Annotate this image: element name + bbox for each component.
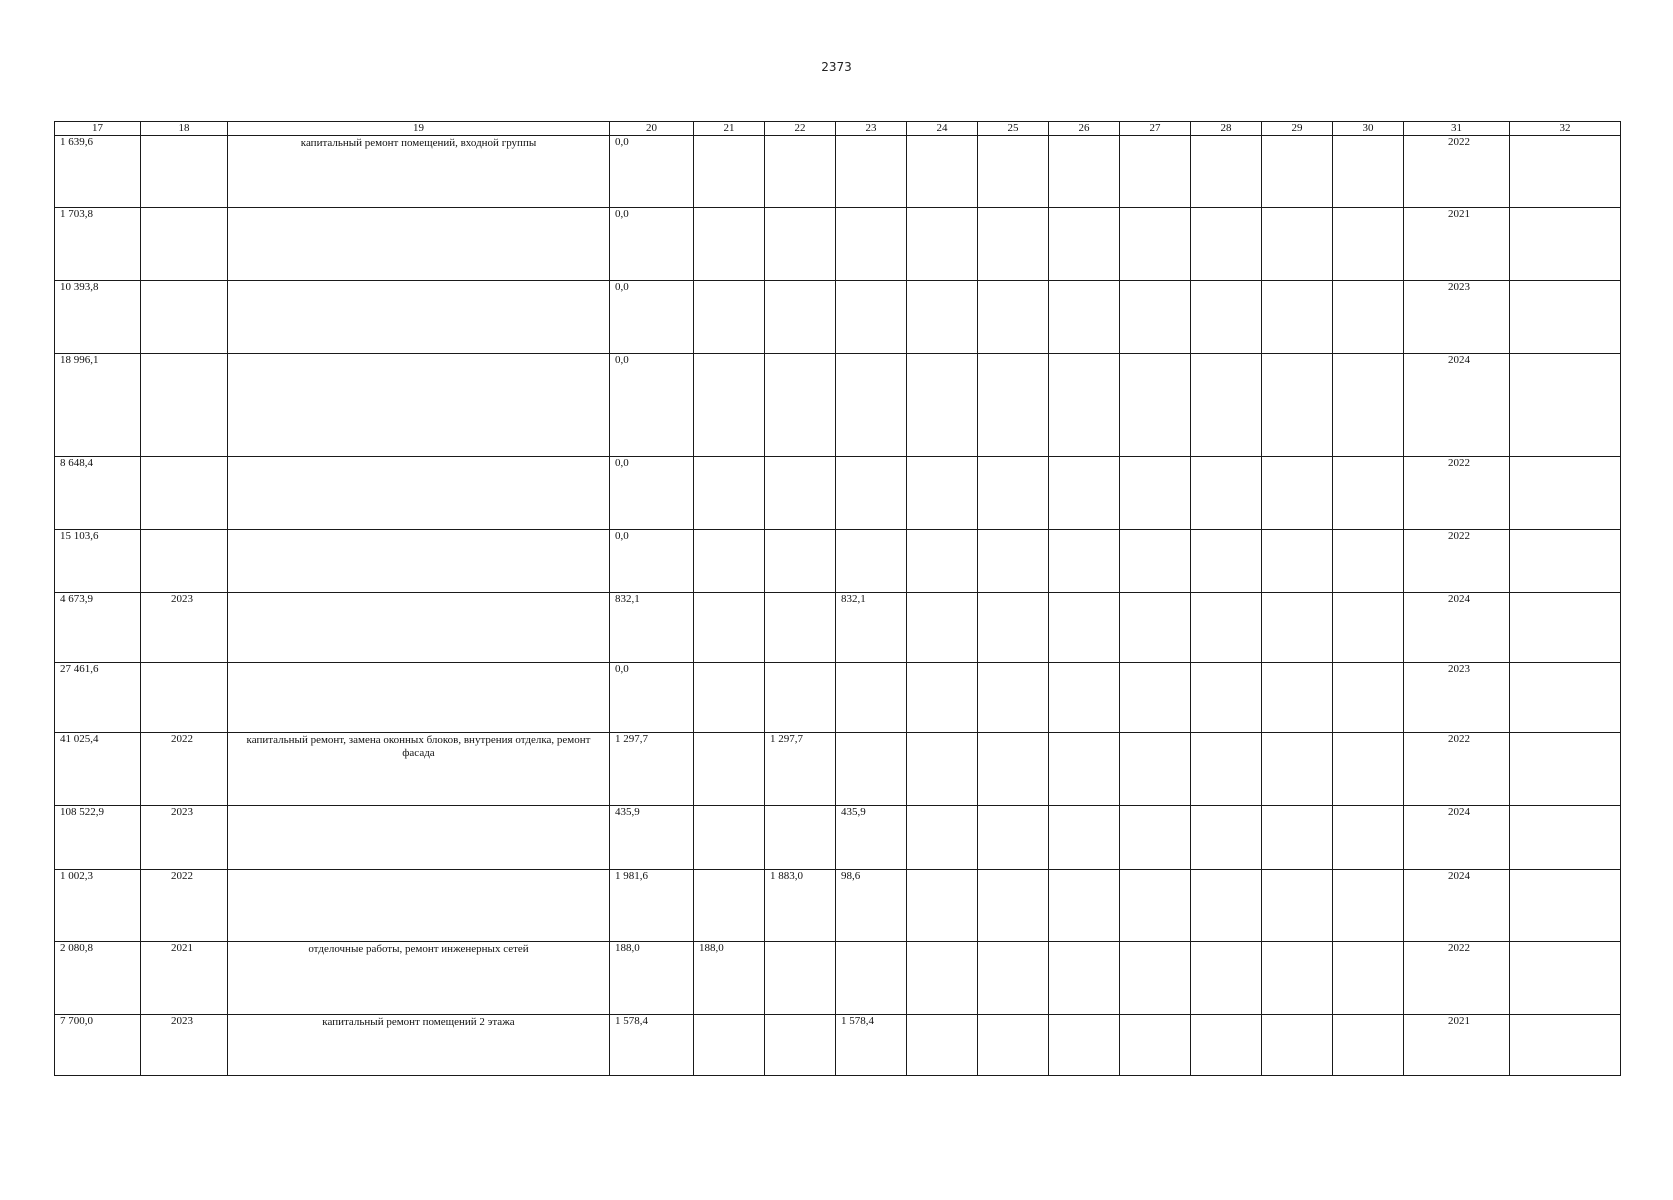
cell-17: 18 996,1 xyxy=(55,354,141,457)
cell-32 xyxy=(1510,136,1621,208)
cell-26 xyxy=(1049,1015,1120,1076)
cell-24 xyxy=(907,457,978,530)
column-header: 19 xyxy=(228,122,610,136)
cell-29 xyxy=(1262,136,1333,208)
cell-25 xyxy=(978,1015,1049,1076)
column-header: 24 xyxy=(907,122,978,136)
cell-25 xyxy=(978,208,1049,281)
cell-28 xyxy=(1191,457,1262,530)
cell-27 xyxy=(1120,1015,1191,1076)
cell-30 xyxy=(1333,870,1404,942)
cell-20: 832,1 xyxy=(610,593,694,663)
cell-25 xyxy=(978,870,1049,942)
cell-31: 2024 xyxy=(1404,354,1510,457)
table-row xyxy=(55,942,1621,1015)
cell-22 xyxy=(765,281,836,354)
cell-26 xyxy=(1049,663,1120,733)
cell-31: 2022 xyxy=(1404,457,1510,530)
cell-20: 0,0 xyxy=(610,530,694,593)
column-header: 23 xyxy=(836,122,907,136)
table-row xyxy=(55,530,1621,593)
column-header: 21 xyxy=(694,122,765,136)
cell-24 xyxy=(907,530,978,593)
cell-26 xyxy=(1049,942,1120,1015)
cell-25 xyxy=(978,733,1049,806)
cell-25 xyxy=(978,942,1049,1015)
cell-29 xyxy=(1262,663,1333,733)
cell-32 xyxy=(1510,1015,1621,1076)
cell-23 xyxy=(836,354,907,457)
cell-18 xyxy=(141,530,228,593)
cell-30 xyxy=(1333,530,1404,593)
cell-22 xyxy=(765,663,836,733)
cell-32 xyxy=(1510,354,1621,457)
cell-22: 1 883,0 xyxy=(765,870,836,942)
cell-30 xyxy=(1333,136,1404,208)
cell-18: 2023 xyxy=(141,593,228,663)
cell-26 xyxy=(1049,530,1120,593)
cell-22 xyxy=(765,1015,836,1076)
cell-17: 7 700,0 xyxy=(55,1015,141,1076)
cell-29 xyxy=(1262,870,1333,942)
cell-30 xyxy=(1333,733,1404,806)
cell-19 xyxy=(228,870,610,942)
cell-28 xyxy=(1191,354,1262,457)
cell-28 xyxy=(1191,663,1262,733)
cell-27 xyxy=(1120,136,1191,208)
cell-32 xyxy=(1510,208,1621,281)
cell-27 xyxy=(1120,663,1191,733)
cell-27 xyxy=(1120,806,1191,870)
cell-30 xyxy=(1333,1015,1404,1076)
cell-24 xyxy=(907,208,978,281)
cell-24 xyxy=(907,281,978,354)
cell-23: 435,9 xyxy=(836,806,907,870)
cell-30 xyxy=(1333,593,1404,663)
cell-21 xyxy=(694,733,765,806)
cell-21 xyxy=(694,457,765,530)
cell-28 xyxy=(1191,806,1262,870)
cell-23 xyxy=(836,281,907,354)
cell-17: 10 393,8 xyxy=(55,281,141,354)
table-row xyxy=(55,593,1621,663)
cell-31: 2023 xyxy=(1404,281,1510,354)
cell-32 xyxy=(1510,457,1621,530)
cell-19: отделочные работы, ремонт инженерных сетей xyxy=(228,942,610,1015)
cell-25 xyxy=(978,530,1049,593)
cell-23 xyxy=(836,942,907,1015)
column-header: 22 xyxy=(765,122,836,136)
cell-28 xyxy=(1191,1015,1262,1076)
cell-31: 2022 xyxy=(1404,136,1510,208)
cell-31: 2024 xyxy=(1404,870,1510,942)
column-header: 26 xyxy=(1049,122,1120,136)
cell-17: 27 461,6 xyxy=(55,663,141,733)
cell-18 xyxy=(141,136,228,208)
cell-22 xyxy=(765,942,836,1015)
column-header: 28 xyxy=(1191,122,1262,136)
cell-31: 2022 xyxy=(1404,733,1510,806)
cell-27 xyxy=(1120,208,1191,281)
cell-30 xyxy=(1333,806,1404,870)
cell-29 xyxy=(1262,354,1333,457)
table-row xyxy=(55,281,1621,354)
cell-28 xyxy=(1191,733,1262,806)
cell-17: 4 673,9 xyxy=(55,593,141,663)
cell-22: 1 297,7 xyxy=(765,733,836,806)
cell-18: 2022 xyxy=(141,870,228,942)
cell-17: 41 025,4 xyxy=(55,733,141,806)
cell-26 xyxy=(1049,457,1120,530)
cell-17: 1 002,3 xyxy=(55,870,141,942)
cell-17: 15 103,6 xyxy=(55,530,141,593)
column-header: 31 xyxy=(1404,122,1510,136)
cell-23 xyxy=(836,733,907,806)
cell-19 xyxy=(228,593,610,663)
cell-21: 188,0 xyxy=(694,942,765,1015)
cell-21 xyxy=(694,208,765,281)
cell-26 xyxy=(1049,870,1120,942)
cell-25 xyxy=(978,806,1049,870)
cell-23: 832,1 xyxy=(836,593,907,663)
column-header: 30 xyxy=(1333,122,1404,136)
cell-20: 0,0 xyxy=(610,136,694,208)
cell-32 xyxy=(1510,663,1621,733)
cell-24 xyxy=(907,663,978,733)
cell-19 xyxy=(228,354,610,457)
cell-22 xyxy=(765,136,836,208)
cell-24 xyxy=(907,806,978,870)
cell-20: 435,9 xyxy=(610,806,694,870)
cell-19: капитальный ремонт помещений, входной группы xyxy=(228,136,610,208)
cell-24 xyxy=(907,733,978,806)
cell-30 xyxy=(1333,457,1404,530)
cell-23 xyxy=(836,663,907,733)
cell-22 xyxy=(765,806,836,870)
table-row xyxy=(55,806,1621,870)
cell-20: 188,0 xyxy=(610,942,694,1015)
cell-21 xyxy=(694,530,765,593)
column-header: 25 xyxy=(978,122,1049,136)
table-row xyxy=(55,208,1621,281)
cell-32 xyxy=(1510,593,1621,663)
cell-22 xyxy=(765,593,836,663)
cell-23 xyxy=(836,208,907,281)
cell-27 xyxy=(1120,942,1191,1015)
cell-23 xyxy=(836,530,907,593)
cell-17: 1 703,8 xyxy=(55,208,141,281)
cell-24 xyxy=(907,1015,978,1076)
table-row xyxy=(55,870,1621,942)
cell-18 xyxy=(141,281,228,354)
cell-28 xyxy=(1191,208,1262,281)
cell-29 xyxy=(1262,530,1333,593)
data-table xyxy=(54,121,1621,1076)
cell-25 xyxy=(978,354,1049,457)
cell-29 xyxy=(1262,806,1333,870)
cell-19 xyxy=(228,208,610,281)
cell-18: 2023 xyxy=(141,1015,228,1076)
cell-31: 2022 xyxy=(1404,530,1510,593)
cell-29 xyxy=(1262,733,1333,806)
column-header: 27 xyxy=(1120,122,1191,136)
cell-26 xyxy=(1049,733,1120,806)
cell-27 xyxy=(1120,870,1191,942)
cell-32 xyxy=(1510,942,1621,1015)
cell-17: 8 648,4 xyxy=(55,457,141,530)
cell-31: 2024 xyxy=(1404,593,1510,663)
cell-32 xyxy=(1510,530,1621,593)
cell-21 xyxy=(694,1015,765,1076)
cell-26 xyxy=(1049,806,1120,870)
cell-26 xyxy=(1049,281,1120,354)
cell-19 xyxy=(228,530,610,593)
cell-25 xyxy=(978,593,1049,663)
cell-24 xyxy=(907,870,978,942)
cell-19 xyxy=(228,457,610,530)
cell-24 xyxy=(907,136,978,208)
cell-17: 2 080,8 xyxy=(55,942,141,1015)
table-row xyxy=(55,663,1621,733)
cell-20: 0,0 xyxy=(610,281,694,354)
cell-27 xyxy=(1120,733,1191,806)
cell-31: 2021 xyxy=(1404,1015,1510,1076)
cell-32 xyxy=(1510,870,1621,942)
cell-20: 1 578,4 xyxy=(610,1015,694,1076)
cell-22 xyxy=(765,530,836,593)
cell-32 xyxy=(1510,733,1621,806)
cell-21 xyxy=(694,870,765,942)
cell-22 xyxy=(765,457,836,530)
cell-28 xyxy=(1191,870,1262,942)
cell-27 xyxy=(1120,354,1191,457)
column-header: 17 xyxy=(55,122,141,136)
cell-21 xyxy=(694,593,765,663)
cell-25 xyxy=(978,281,1049,354)
cell-23: 1 578,4 xyxy=(836,1015,907,1076)
cell-28 xyxy=(1191,593,1262,663)
cell-23 xyxy=(836,457,907,530)
cell-30 xyxy=(1333,354,1404,457)
cell-21 xyxy=(694,281,765,354)
cell-30 xyxy=(1333,281,1404,354)
cell-21 xyxy=(694,663,765,733)
cell-22 xyxy=(765,354,836,457)
cell-26 xyxy=(1049,593,1120,663)
cell-20: 0,0 xyxy=(610,663,694,733)
cell-28 xyxy=(1191,530,1262,593)
cell-19 xyxy=(228,281,610,354)
table-row xyxy=(55,354,1621,457)
cell-27 xyxy=(1120,281,1191,354)
cell-29 xyxy=(1262,208,1333,281)
cell-19: капитальный ремонт, замена оконных блоков, внутрения отделка, ремонт фасада xyxy=(228,733,610,806)
cell-18: 2023 xyxy=(141,806,228,870)
cell-17: 108 522,9 xyxy=(55,806,141,870)
cell-29 xyxy=(1262,457,1333,530)
cell-27 xyxy=(1120,530,1191,593)
cell-24 xyxy=(907,593,978,663)
cell-31: 2024 xyxy=(1404,806,1510,870)
table-row xyxy=(55,457,1621,530)
cell-31: 2022 xyxy=(1404,942,1510,1015)
cell-20: 1 981,6 xyxy=(610,870,694,942)
cell-30 xyxy=(1333,942,1404,1015)
cell-23: 98,6 xyxy=(836,870,907,942)
cell-30 xyxy=(1333,208,1404,281)
column-header: 29 xyxy=(1262,122,1333,136)
cell-24 xyxy=(907,354,978,457)
cell-18: 2021 xyxy=(141,942,228,1015)
cell-25 xyxy=(978,663,1049,733)
cell-29 xyxy=(1262,1015,1333,1076)
cell-26 xyxy=(1049,208,1120,281)
column-header: 18 xyxy=(141,122,228,136)
cell-18 xyxy=(141,663,228,733)
cell-17: 1 639,6 xyxy=(55,136,141,208)
cell-31: 2023 xyxy=(1404,663,1510,733)
cell-21 xyxy=(694,136,765,208)
cell-18 xyxy=(141,457,228,530)
cell-23 xyxy=(836,136,907,208)
column-header: 32 xyxy=(1510,122,1621,136)
cell-26 xyxy=(1049,136,1120,208)
cell-20: 0,0 xyxy=(610,208,694,281)
cell-20: 0,0 xyxy=(610,457,694,530)
cell-27 xyxy=(1120,593,1191,663)
cell-32 xyxy=(1510,806,1621,870)
table-row xyxy=(55,136,1621,208)
cell-28 xyxy=(1191,136,1262,208)
cell-25 xyxy=(978,457,1049,530)
cell-31: 2021 xyxy=(1404,208,1510,281)
cell-21 xyxy=(694,806,765,870)
cell-18: 2022 xyxy=(141,733,228,806)
cell-19 xyxy=(228,806,610,870)
cell-28 xyxy=(1191,281,1262,354)
column-number-row xyxy=(55,122,1621,136)
cell-20: 1 297,7 xyxy=(610,733,694,806)
cell-28 xyxy=(1191,942,1262,1015)
page-number: 2373 xyxy=(821,60,852,74)
cell-26 xyxy=(1049,354,1120,457)
cell-19: капитальный ремонт помещений 2 этажа xyxy=(228,1015,610,1076)
table-row xyxy=(55,733,1621,806)
cell-20: 0,0 xyxy=(610,354,694,457)
table-row xyxy=(55,1015,1621,1076)
cell-24 xyxy=(907,942,978,1015)
cell-29 xyxy=(1262,593,1333,663)
cell-19 xyxy=(228,663,610,733)
cell-29 xyxy=(1262,942,1333,1015)
cell-30 xyxy=(1333,663,1404,733)
cell-32 xyxy=(1510,281,1621,354)
cell-18 xyxy=(141,354,228,457)
cell-22 xyxy=(765,208,836,281)
cell-27 xyxy=(1120,457,1191,530)
cell-18 xyxy=(141,208,228,281)
cell-21 xyxy=(694,354,765,457)
cell-25 xyxy=(978,136,1049,208)
cell-29 xyxy=(1262,281,1333,354)
column-header: 20 xyxy=(610,122,694,136)
